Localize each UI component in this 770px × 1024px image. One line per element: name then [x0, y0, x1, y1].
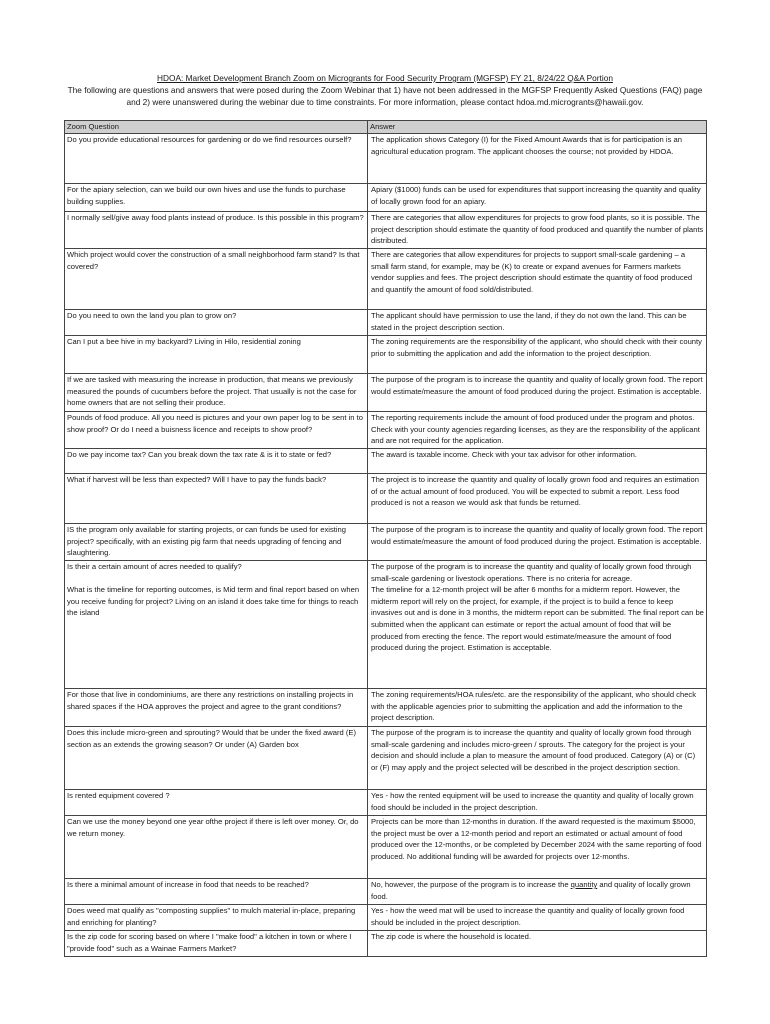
answer-cell: There are categories that allow expenditures for projects to grow food plants, so it is possible. The project description should estimate the quantity of food produced and quantify the number of plants distributed. — [368, 212, 707, 249]
answer-cell: The project is to increase the quantity and quality of locally grown food and requires an estimation of or the actual amount of food produced. You will be expected to submit a report. Less food produced is not a reason we would ask that funds be returned. — [368, 474, 707, 524]
qa-table — [64, 120, 707, 957]
answer-cell: The purpose of the program is to increase the quantity and quality of locally grown food. The report would estimate/measure the amount of food produced during the project. Estimation is acceptable. — [368, 524, 707, 561]
table-row — [65, 336, 707, 374]
document-intro: The following are questions and answers that were posed during the Zoom Webinar that 1) have not been addressed in the MGFSP Frequently Asked Questions (FAQ) page and 2) were unanswered during the webinar due to time constraints. For more information, please contact hdoa.md.microgrants@hawaii.gov. — [67, 85, 703, 107]
answer-cell: Yes - how the weed mat will be used to increase the quantity and quality of locally grown food should be included in the project description. — [368, 905, 707, 931]
question-cell: For those that live in condominiums, are there any restrictions on installing projects in shared spaces if the HOA approves the project and agree to the grant conditions? — [65, 689, 368, 727]
question-cell: What if harvest will be less than expected? Will I have to pay the funds back? — [65, 474, 368, 524]
answer-cell: The zoning requirements are the responsibility of the applicant, who should check with their county prior to submitting the application and add the information to the project description. — [368, 336, 707, 374]
question-cell: Does this include micro-green and sprouting? Would that be under the fixed award (E) section as an extends the growing season? Or under (A) Garden box — [65, 727, 368, 790]
table-row — [65, 524, 707, 561]
table-row — [65, 561, 707, 689]
table-row — [65, 879, 707, 905]
table-row — [65, 374, 707, 412]
table-row — [65, 727, 707, 790]
table-row — [65, 412, 707, 449]
question-cell: I normally sell/give away food plants instead of produce. Is this possible in this program? — [65, 212, 368, 249]
table-row — [65, 212, 707, 249]
question-cell: Do we pay income tax? Can you break down the tax rate & is it to state or fed? — [65, 449, 368, 474]
answer-cell: The purpose of the program is to increase the quantity and quality of locally grown food through small-scale gardening or livestock operations. There is no criteria for acreage. The timeline for a 12-month project will be after 6 months for a midterm report. However, the midterm report will rely on the project, for example, if the project is to build a fence to keep invasives out and is done in 3 months, the midterm report can be submitted. The final report can be submitted when the applicant can estimate or report the actual amount of food that will be produced from erecting the fence. The report would estimate/measure the amount of food produced during the project. Estimation is acceptable. — [368, 561, 707, 689]
table-header-row — [65, 121, 707, 134]
answer-cell: The reporting requirements include the amount of food produced under the program and photos. Check with your county agencies regarding licenses, as they are the responsibility of the applicant and are not required for the application. — [368, 412, 707, 449]
answer-cell: The zoning requirements/HOA rules/etc. are the responsibility of the applicant, who should check with the applicable agencies prior to submitting the application and add the information to the project description. — [368, 689, 707, 727]
answer-cell: Apiary ($1000) funds can be used for expenditures that support increasing the quantity and quality of locally grown food for an apiary. — [368, 184, 707, 212]
question-cell: If we are tasked with measuring the increase in production, that means we previously measured the pounds of cucumbers before the project. That usually is not the case for home owners that are not selling their produce. — [65, 374, 368, 412]
answer-cell: The application shows Category (I) for the Fixed Amount Awards that is for participation is an agricultural education program. The applicant chooses the course; not provided by HDOA. — [368, 134, 707, 184]
document-header — [60, 72, 710, 108]
table-row — [65, 184, 707, 212]
answer-cell — [368, 879, 707, 905]
answer-underlined-word: quantity — [570, 880, 598, 889]
answer-cell: The applicant should have permission to use the land, if they do not own the land. This can be stated in the project description section. — [368, 310, 707, 336]
question-cell: Can I put a bee hive in my backyard? Living in Hilo, residential zoning — [65, 336, 368, 374]
table-row — [65, 310, 707, 336]
table-row — [65, 249, 707, 310]
answer-cell: The purpose of the program is to increase the quantity and quality of locally grown food. The report would estimate/measure the amount of food produced during the project. Estimation is acceptable. — [368, 374, 707, 412]
answer-cell: Yes - how the rented equipment will be used to increase the quantity and quality of locally grown food should be included in the project description. — [368, 790, 707, 816]
question-cell: Pounds of food produce. All you need is pictures and your own paper log to be sent in to show proof? Or do I need a buisness licence and receipts to show proof? — [65, 412, 368, 449]
question-cell: Can we use the money beyond one year ofthe project if there is left over money. Or, do we return money. — [65, 816, 368, 879]
column-header-question: Zoom Question — [65, 121, 368, 134]
table-row — [65, 449, 707, 474]
answer-cell: Projects can be more than 12-months in duration. If the award requested is the maximum $5000, the project must be over a 12-month period and report an estimated or actual amount of food produced over the 12-months, or be completed by December 2024 with the same reporting of food produced. No additional funding will be awarded for projects over 12-months. — [368, 816, 707, 879]
table-row — [65, 931, 707, 957]
answer-text: No, however, the purpose of the program is to increase the — [371, 880, 571, 889]
table-row — [65, 816, 707, 879]
table-row — [65, 905, 707, 931]
answer-text: and quality of locally grown food. — [371, 880, 691, 901]
column-header-answer: Answer — [368, 121, 707, 134]
table-row — [65, 474, 707, 524]
question-cell: IS the program only available for starting projects, or can funds be used for existing project? specifically, with an existing pig farm that needs upgrading of fencing and slaughtering. — [65, 524, 368, 561]
question-cell: Which project would cover the construction of a small neighborhood farm stand? Is that covered? — [65, 249, 368, 310]
answer-cell: There are categories that allow expenditures for projects to support small-scale gardening – a small farm stand, for example, may be (K) to create or expand avenues for Farmers markets vendor supplies and fees. The project description should estimate the quantity of food produced and quantify the amount of food sold/distributed. — [368, 249, 707, 310]
question-cell: Is rented equipment covered ? — [65, 790, 368, 816]
question-cell: For the apiary selection, can we build our own hives and use the funds to purchase building supplies. — [65, 184, 368, 212]
question-cell: Is their a certain amount of acres needed to qualify? What is the timeline for reporting outcomes, is Mid term and final report based on when you receive funding for project? Living on an island it does take time for things to reach the island — [65, 561, 368, 689]
table-row — [65, 134, 707, 184]
table-row — [65, 689, 707, 727]
question-cell: Is the zip code for scoring based on where I "make food" a kitchen in town or where I "provide food" such as a Wainae Farmers Market? — [65, 931, 368, 957]
answer-cell: The zip code is where the household is located. — [368, 931, 707, 957]
answer-cell: The purpose of the program is to increase the quantity and quality of locally grown food through small-scale gardening and includes micro-green / sprouts. The category for the project is your decision and should include a plan to measure the amount of food produced. Category (A) or (C) or (F) may apply and the project selected will be described in the project description section. — [368, 727, 707, 790]
question-cell: Do you provide educational resources for gardening or do we find resources ourself? — [65, 134, 368, 184]
question-cell: Do you need to own the land you plan to grow on? — [65, 310, 368, 336]
answer-cell: The award is taxable income. Check with your tax advisor for other information. — [368, 449, 707, 474]
question-cell: Is there a minimal amount of increase in food that needs to be reached? — [65, 879, 368, 905]
table-row — [65, 790, 707, 816]
question-cell: Does weed mat qualify as "composting supplies" to mulch material in-place, preparing and enriching for planting? — [65, 905, 368, 931]
document-title: HDOA: Market Development Branch Zoom on Microgrants for Food Security Program (MGFSP) FY 21, 8/24/22 Q&A Portion — [157, 73, 613, 83]
